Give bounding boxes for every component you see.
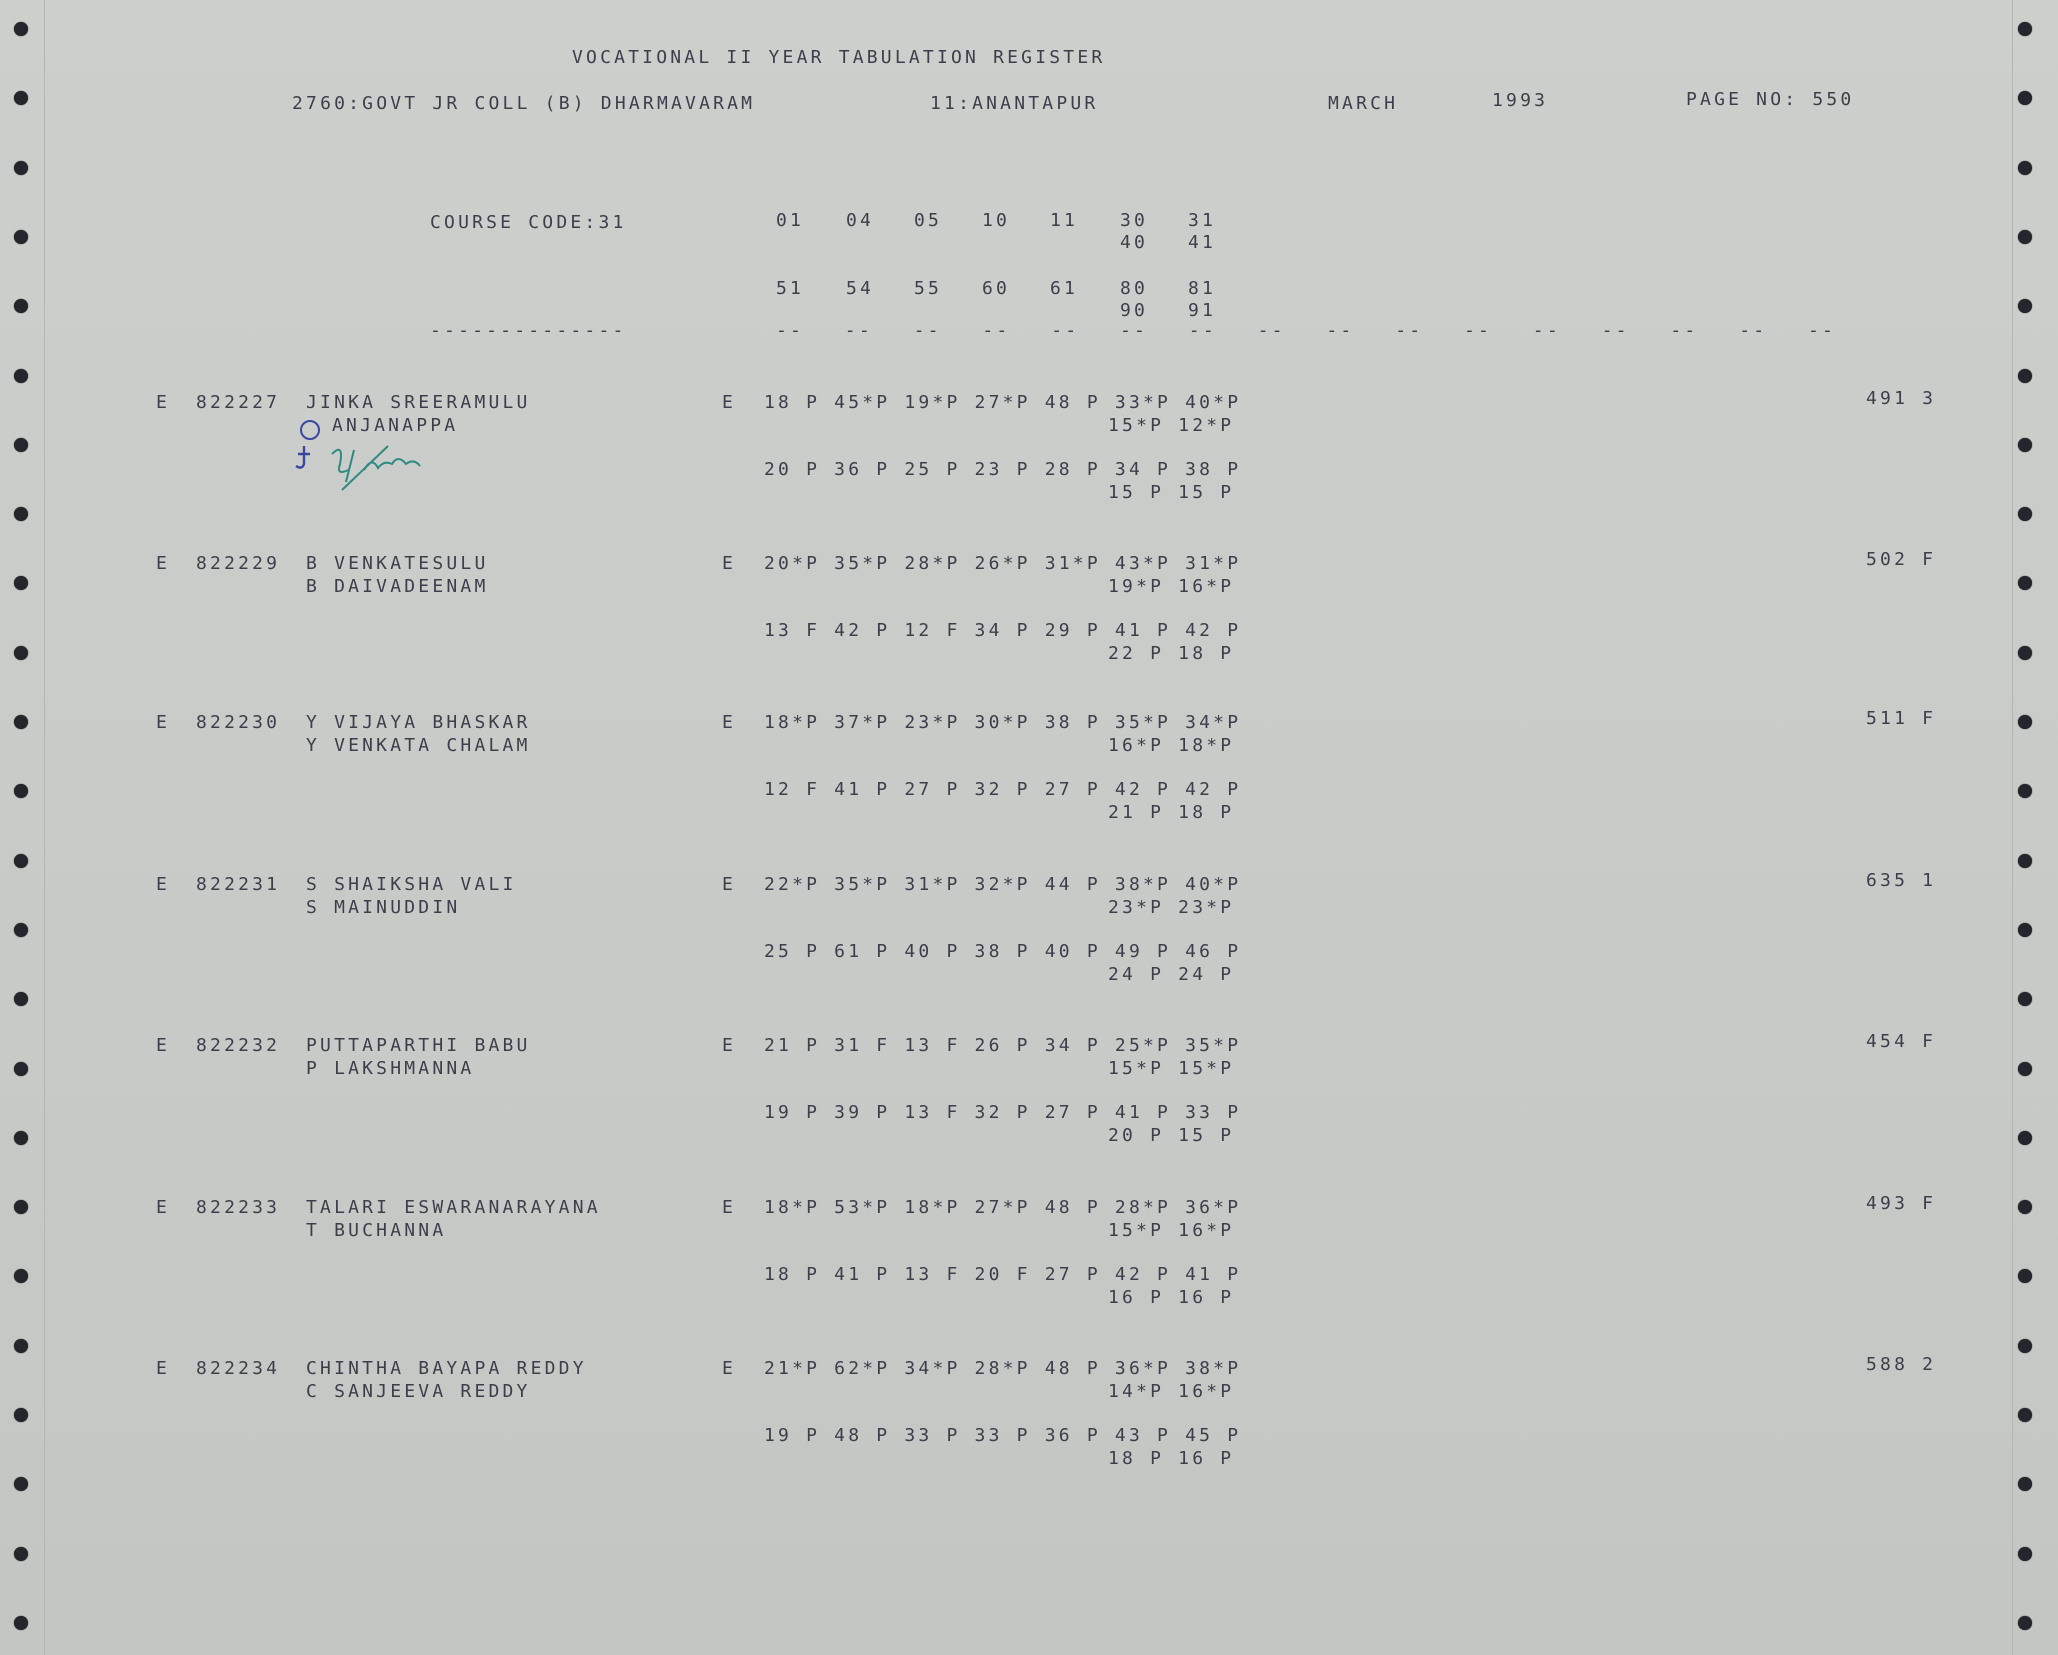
page-number: PAGE NO: 550 <box>1686 89 1855 110</box>
feed-hole-right <box>2018 1062 2032 1076</box>
feed-hole-right <box>2018 438 2032 452</box>
feed-hole-right <box>2018 1200 2032 1214</box>
feed-hole-left <box>14 784 28 798</box>
feed-hole-left <box>14 1200 28 1214</box>
feed-hole-left <box>14 646 28 660</box>
feed-hole-left <box>14 1616 28 1630</box>
student-type: E <box>156 1358 171 1379</box>
marks-row-2b: 20 P 15 P <box>1108 1125 1235 1146</box>
column-dash: -- <box>1257 320 1286 341</box>
marks-row-2b: 21 P 18 P <box>1108 802 1235 823</box>
student-type: E <box>156 1197 171 1218</box>
student-type: E <box>156 874 171 895</box>
column-dash: -- <box>1120 320 1149 341</box>
subject-code: 31 <box>1188 210 1217 231</box>
roll-number: 822227 <box>196 392 281 413</box>
student-name: PUTTAPARTHI BABU <box>306 1035 531 1056</box>
student-type: E <box>156 553 171 574</box>
column-dash: -- <box>776 320 805 341</box>
roll-number: 822233 <box>196 1197 281 1218</box>
total-result: 635 1 <box>1866 870 1937 891</box>
feed-hole-left <box>14 1339 28 1353</box>
feed-hole-right <box>2018 230 2032 244</box>
medium-code: E <box>722 1197 737 1218</box>
feed-hole-right <box>2018 923 2032 937</box>
feed-hole-right <box>2018 161 2032 175</box>
medium-code: E <box>722 392 737 413</box>
feed-hole-right <box>2018 1477 2032 1491</box>
feed-hole-left <box>14 22 28 36</box>
feed-hole-left <box>14 1477 28 1491</box>
feed-hole-right <box>2018 1339 2032 1353</box>
total-result: 502 F <box>1866 549 1937 570</box>
exam-year: 1993 <box>1492 90 1549 111</box>
student-name: TALARI ESWARANARAYANA <box>306 1197 601 1218</box>
feed-hole-left <box>14 992 28 1006</box>
subject-code: 04 <box>846 210 875 231</box>
marks-row-2b: 22 P 18 P <box>1108 643 1235 664</box>
feed-hole-right <box>2018 1616 2032 1630</box>
subject-code: 60 <box>982 278 1011 299</box>
feed-hole-right <box>2018 299 2032 313</box>
student-name: CHINTHA BAYAPA REDDY <box>306 1358 587 1379</box>
marks-row-2b: 24 P 24 P <box>1108 964 1235 985</box>
subject-code: 30 <box>1120 210 1149 231</box>
marks-row-2: 12 F 41 P 27 P 32 P 27 P 42 P 42 P <box>764 779 1242 800</box>
total-result: 511 F <box>1866 708 1937 729</box>
feed-hole-left <box>14 576 28 590</box>
subject-code: 41 <box>1188 232 1217 253</box>
marks-row-2b: 15 P 15 P <box>1108 482 1235 503</box>
parent-name: C SANJEEVA REDDY <box>306 1381 531 1402</box>
subject-code: 80 <box>1120 278 1149 299</box>
subject-code: 40 <box>1120 232 1149 253</box>
parent-name: ANJANAPPA <box>332 415 459 436</box>
marks-row-1b: 19*P 16*P <box>1108 576 1235 597</box>
roll-number: 822234 <box>196 1358 281 1379</box>
column-dash: -- <box>1670 320 1699 341</box>
column-dash: -- <box>1051 320 1080 341</box>
feed-hole-left <box>14 1269 28 1283</box>
total-result: 588 2 <box>1866 1354 1937 1375</box>
subject-code: 81 <box>1188 278 1217 299</box>
marks-row-1b: 15*P 15*P <box>1108 1058 1235 1079</box>
college-name: 2760:GOVT JR COLL (B) DHARMAVARAM <box>292 93 756 114</box>
register-title: VOCATIONAL II YEAR TABULATION REGISTER <box>572 47 1106 68</box>
marks-row-2: 18 P 41 P 13 F 20 F 27 P 42 P 41 P <box>764 1264 1242 1285</box>
subject-code: 10 <box>982 210 1011 231</box>
column-dash: -- <box>844 320 873 341</box>
feed-hole-left <box>14 507 28 521</box>
feed-hole-right <box>2018 1269 2032 1283</box>
student-name: S SHAIKSHA VALI <box>306 874 517 895</box>
total-result: 491 3 <box>1866 388 1937 409</box>
marks-row-2b: 16 P 16 P <box>1108 1287 1235 1308</box>
feed-hole-left <box>14 1131 28 1145</box>
marks-row-1b: 15*P 12*P <box>1108 415 1235 436</box>
feed-hole-left <box>14 230 28 244</box>
marks-row-1: 21*P 62*P 34*P 28*P 48 P 36*P 38*P <box>764 1358 1242 1379</box>
feed-hole-right <box>2018 992 2032 1006</box>
medium-code: E <box>722 874 737 895</box>
marks-row-2: 13 F 42 P 12 F 34 P 29 P 41 P 42 P <box>764 620 1242 641</box>
feed-hole-left <box>14 299 28 313</box>
roll-number: 822232 <box>196 1035 281 1056</box>
subject-code: 11 <box>1050 210 1079 231</box>
column-dash: -- <box>1532 320 1561 341</box>
subject-code: 54 <box>846 278 875 299</box>
feed-hole-left <box>14 715 28 729</box>
marks-row-2b: 18 P 16 P <box>1108 1448 1235 1469</box>
roll-number: 822229 <box>196 553 281 574</box>
column-dash: -- <box>1326 320 1355 341</box>
column-dash: -- <box>1395 320 1424 341</box>
medium-code: E <box>722 553 737 574</box>
feed-hole-left <box>14 1547 28 1561</box>
feed-hole-left <box>14 91 28 105</box>
feed-hole-right <box>2018 22 2032 36</box>
subject-code: 05 <box>914 210 943 231</box>
subject-code: 01 <box>776 210 805 231</box>
marks-row-1b: 15*P 16*P <box>1108 1220 1235 1241</box>
feed-hole-right <box>2018 1547 2032 1561</box>
total-result: 454 F <box>1866 1031 1937 1052</box>
student-type: E <box>156 712 171 733</box>
column-dash: -- <box>1188 320 1217 341</box>
column-dash: -- <box>1464 320 1493 341</box>
marks-row-1: 22*P 35*P 31*P 32*P 44 P 38*P 40*P <box>764 874 1242 895</box>
feed-hole-left <box>14 923 28 937</box>
feed-hole-right <box>2018 1408 2032 1422</box>
perforation-line-right <box>2012 0 2013 1655</box>
subject-code: 55 <box>914 278 943 299</box>
column-dash: -- <box>1601 320 1630 341</box>
roll-number: 822230 <box>196 712 281 733</box>
marks-row-1b: 14*P 16*P <box>1108 1381 1235 1402</box>
marks-row-2: 19 P 39 P 13 F 32 P 27 P 41 P 33 P <box>764 1102 1242 1123</box>
feed-hole-right <box>2018 507 2032 521</box>
total-result: 493 F <box>1866 1193 1937 1214</box>
parent-name: Y VENKATA CHALAM <box>306 735 531 756</box>
exam-month: MARCH <box>1328 93 1399 114</box>
feed-hole-right <box>2018 1131 2032 1145</box>
parent-name: T BUCHANNA <box>306 1220 447 1241</box>
roll-number: 822231 <box>196 874 281 895</box>
signature-icon <box>292 420 452 510</box>
medium-code: E <box>722 712 737 733</box>
marks-row-1: 18 P 45*P 19*P 27*P 48 P 33*P 40*P <box>764 392 1242 413</box>
column-dash: -- <box>913 320 942 341</box>
student-type: E <box>156 392 171 413</box>
feed-hole-right <box>2018 91 2032 105</box>
medium-code: E <box>722 1035 737 1056</box>
handwritten-annotation <box>292 420 452 514</box>
marks-row-1: 18*P 37*P 23*P 30*P 38 P 35*P 34*P <box>764 712 1242 733</box>
student-name: B VENKATESULU <box>306 553 489 574</box>
marks-row-2: 20 P 36 P 25 P 23 P 28 P 34 P 38 P <box>764 459 1242 480</box>
perforation-line-left <box>44 0 45 1655</box>
subject-code: 90 <box>1120 300 1149 321</box>
student-type: E <box>156 1035 171 1056</box>
parent-name: P LAKSHMANNA <box>306 1058 475 1079</box>
feed-hole-left <box>14 438 28 452</box>
marks-row-2: 19 P 48 P 33 P 33 P 36 P 43 P 45 P <box>764 1425 1242 1446</box>
feed-hole-left <box>14 1408 28 1422</box>
subject-code: 91 <box>1188 300 1217 321</box>
marks-row-1: 18*P 53*P 18*P 27*P 48 P 28*P 36*P <box>764 1197 1242 1218</box>
column-dash: -- <box>1739 320 1768 341</box>
feed-hole-right <box>2018 784 2032 798</box>
feed-hole-left <box>14 1062 28 1076</box>
subject-code: 51 <box>776 278 805 299</box>
feed-hole-right <box>2018 715 2032 729</box>
marks-row-2: 25 P 61 P 40 P 38 P 40 P 49 P 46 P <box>764 941 1242 962</box>
student-name: JINKA SREERAMULU <box>306 392 531 413</box>
parent-name: B DAIVADEENAM <box>306 576 489 597</box>
course-code-rule: -------------- <box>430 320 627 341</box>
column-dash: -- <box>982 320 1011 341</box>
marks-row-1: 21 P 31 F 13 F 26 P 34 P 25*P 35*P <box>764 1035 1242 1056</box>
feed-hole-left <box>14 161 28 175</box>
parent-name: S MAINUDDIN <box>306 897 461 918</box>
course-code-label: COURSE CODE:31 <box>430 212 627 233</box>
feed-hole-left <box>14 369 28 383</box>
column-dash: -- <box>1808 320 1837 341</box>
feed-hole-right <box>2018 854 2032 868</box>
feed-hole-right <box>2018 646 2032 660</box>
marks-row-1b: 16*P 18*P <box>1108 735 1235 756</box>
feed-hole-left <box>14 854 28 868</box>
district-name: 11:ANANTAPUR <box>930 93 1099 114</box>
feed-hole-right <box>2018 369 2032 383</box>
subject-code: 61 <box>1050 278 1079 299</box>
marks-row-1b: 23*P 23*P <box>1108 897 1235 918</box>
marks-row-1: 20*P 35*P 28*P 26*P 31*P 43*P 31*P <box>764 553 1242 574</box>
medium-code: E <box>722 1358 737 1379</box>
student-name: Y VIJAYA BHASKAR <box>306 712 531 733</box>
feed-hole-right <box>2018 576 2032 590</box>
